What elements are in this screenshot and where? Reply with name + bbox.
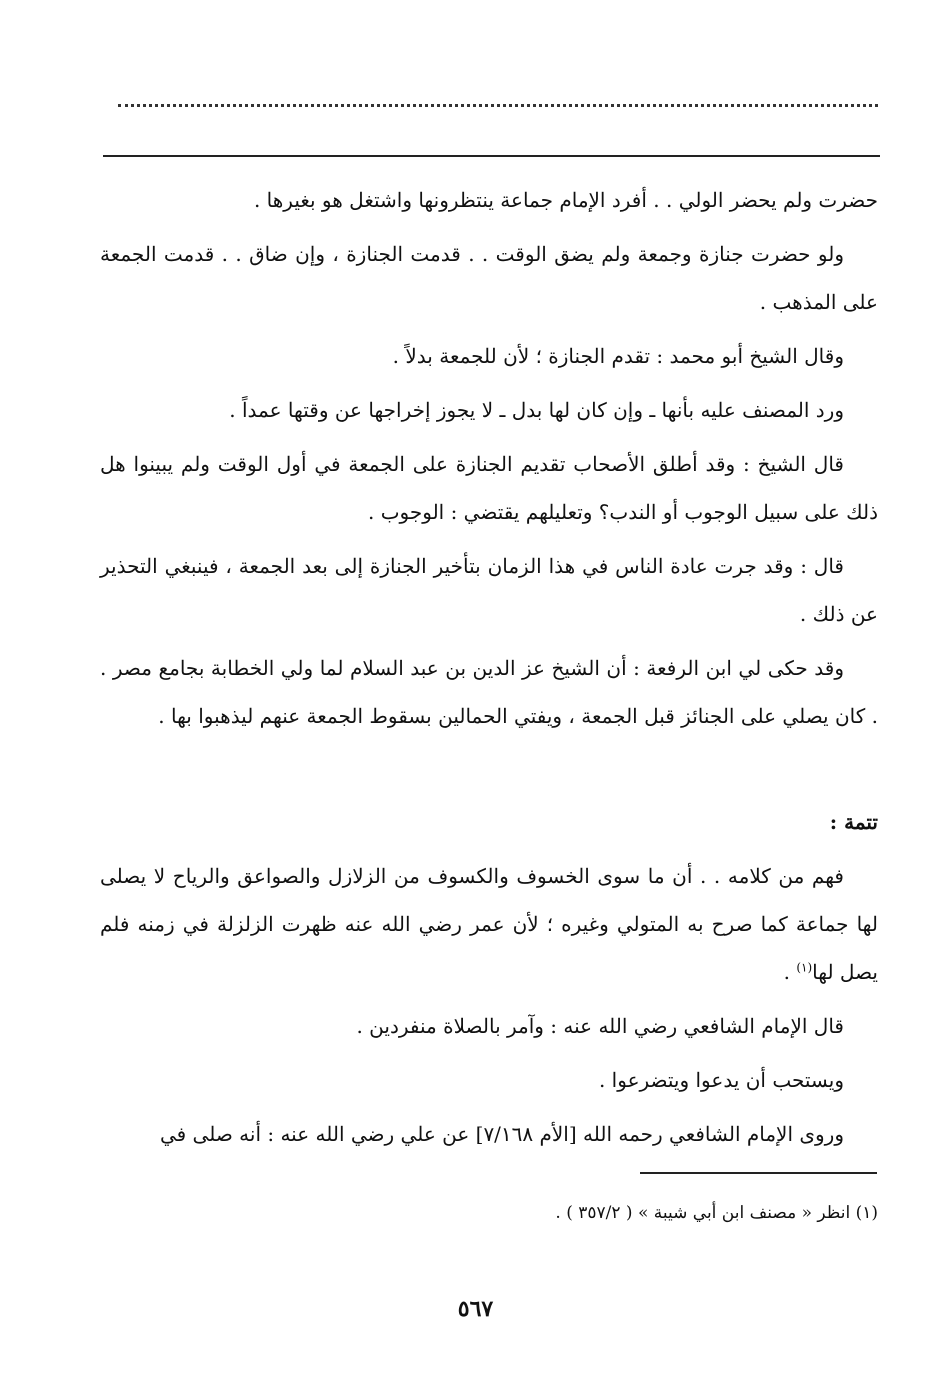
page-number: ٥٦٧	[457, 1296, 494, 1322]
header-rule	[103, 155, 880, 157]
body-text	[100, 176, 878, 1164]
paragraph	[100, 852, 878, 996]
paragraph: وقد حكى لي ابن الرفعة : أن الشيخ عز الدين بن عبد السلام لما ولي الخطابة بجامع مصر . . كان يصلي على الجنائز قبل الجمعة ، ويفتي الحمالين بسقوط الجمعة عنهم ليذهبوا بها .	[100, 656, 878, 728]
paragraph: قال الإمام الشافعي رضي الله عنه : وآمر بالصلاة منفردين .	[356, 1014, 844, 1038]
paragraph: ولو حضرت جنازة وجمعة ولم يضق الوقت . . قدمت الجنازة ، وإن ضاق . . قدمت الجمعة على المذهب .	[100, 242, 878, 314]
paragraph-end: .	[783, 960, 797, 984]
footnote-rule	[640, 1172, 877, 1174]
dotted-separator	[118, 104, 878, 107]
paragraph: وروى الإمام الشافعي رحمه الله [الأم ٧/١٦٨] عن علي رضي الله عنه : أنه صلى في	[159, 1122, 844, 1146]
paragraph-text: فهم من كلامه . . أن ما سوى الخسوف والكسوف من الزلازل والصواعق والرياح لا يصلى لها جماعة كما صرح به المتولي وغيره ؛ لأن عمر رضي الله عنه ظهرت الزلزلة في زمنه فلم يصل لها	[100, 864, 878, 984]
section-heading: تتمة :	[829, 810, 878, 834]
paragraph: ورد المصنف عليه بأنها ـ وإن كان لها بدل ـ لا يجوز إخراجها عن وقتها عمداً .	[229, 398, 844, 422]
footnote: (١) انظر « مصنف ابن أبي شيبة » ( ٣٥٧/٢ ) .	[555, 1203, 878, 1223]
footnote-ref: (١)	[796, 960, 813, 975]
paragraph: قال الشيخ : وقد أطلق الأصحاب تقديم الجنازة على الجمعة في أول الوقت ولم يبينوا هل ذلك على سبيل الوجوب أو الندب؟ وتعليلهم يقتضي : الوجوب .	[100, 452, 878, 524]
paragraph: وقال الشيخ أبو محمد : تقدم الجنازة ؛ لأن للجمعة بدلاً .	[392, 344, 844, 368]
paragraph: ويستحب أن يدعوا ويتضرعوا .	[598, 1068, 844, 1092]
paragraph: قال : وقد جرت عادة الناس في هذا الزمان بتأخير الجنازة إلى بعد الجمعة ، فينبغي التحذير عن ذلك .	[100, 554, 878, 626]
paragraph: حضرت ولم يحضر الولي . . أفرد الإمام جماعة ينتظرونها واشتغل هو بغيرها .	[253, 188, 878, 212]
